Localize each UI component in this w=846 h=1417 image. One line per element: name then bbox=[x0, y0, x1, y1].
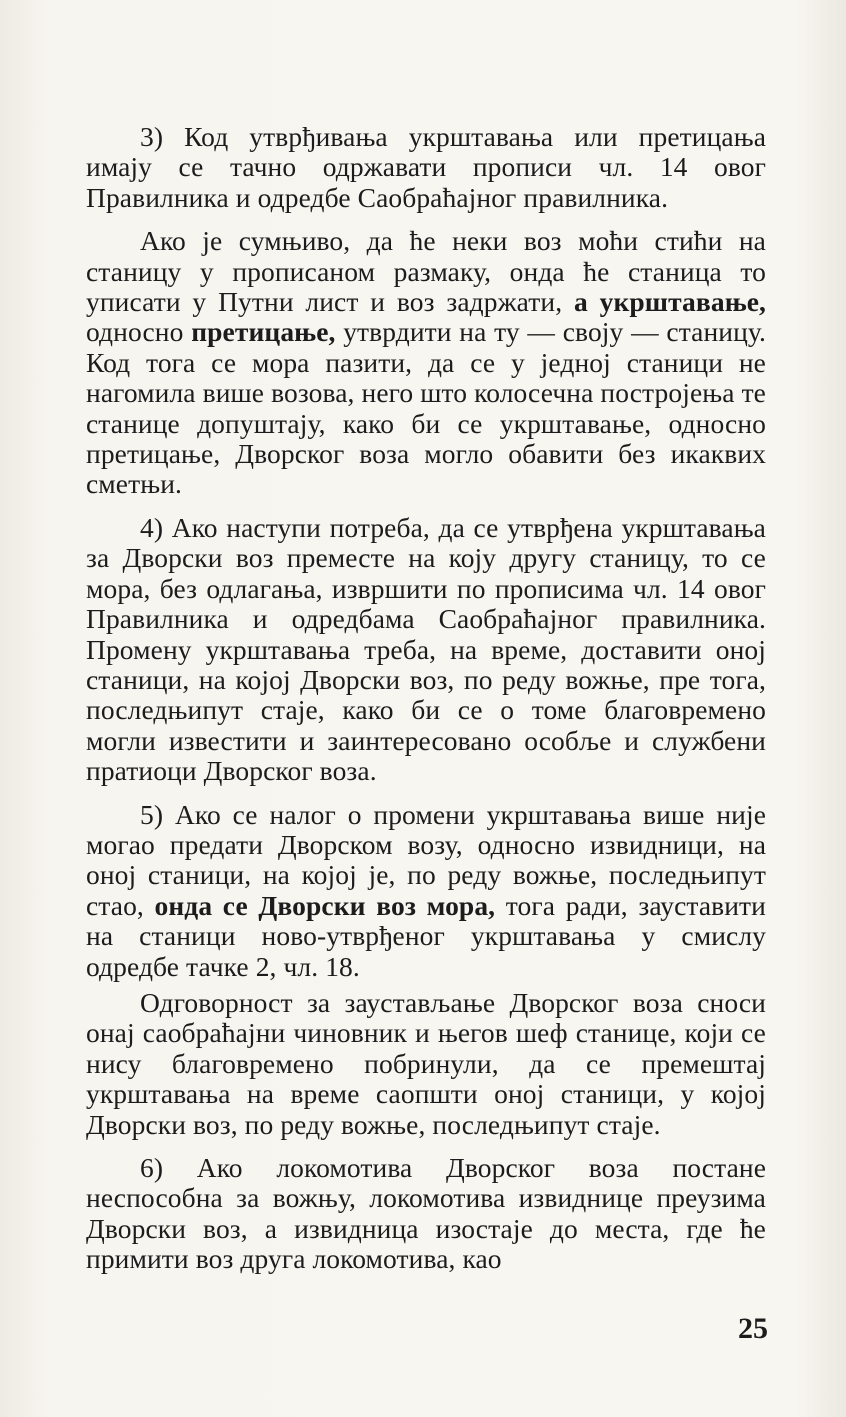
text-run: Одговорност за заустављање Дворског воза сноси онај саобраћајни чиновник и његов шеф станице, који се нису благовремено побринули, да се премештај укрштавања на време саопшти оној станици, у којој Дворски воз, по реду вожње, последњипут стаје. bbox=[86, 986, 766, 1140]
bold-text: онда се Дворски воз мора, bbox=[154, 889, 496, 921]
paragraph-p6 bbox=[86, 1153, 766, 1275]
text-run: 3) Код утврђивања укрштавања или претицања имају се тачно одржавати прописи чл. 14 овог Правилника и одредбе Саобраћајног правилника. bbox=[86, 121, 766, 213]
text-run: 4) Ако наступи потреба, да се утврђена укрштавања за Дворски воз преместе на коју другу станицу, то се мора, без одлагања, извршити по прописима чл. 14 овог Правилника и одредбама Саобраћајног правилника. Промену укрштавања треба, на време, доставити оној станици, на којој Дворски воз, по реду вожње, пре тога, последњипут стаје, како би се о томе благовремено могли известити и заинтересовано особље и службени пратиоци Дворског воза. bbox=[86, 511, 766, 787]
paragraph-p5 bbox=[86, 800, 766, 982]
bold-text: претицање, bbox=[191, 316, 336, 348]
text-run: утврдити на ту — своју — станицу. Код тога се мора пазити, да се у једној станици не нагомила више возова, него што колосечна постројења те станице допуштају, како би се укрштавање, односно претицање, Дворског воза могло обавити без икаквих сметњи. bbox=[86, 316, 766, 500]
bold-text: а укрштавање, bbox=[573, 286, 766, 318]
page-number: 25 bbox=[738, 1312, 768, 1345]
text-run: 6) Ако локомотива Дворског воза постане неспособна за вожњу, локомотива извиднице преузима Дворски воз, а извидница изостаје до места, где ће примити воз друга локомотива, као bbox=[86, 1152, 766, 1275]
text-run: 5) Ако се налог о промени укрштавања више није могао предати Дворском возу, односно извидници, на оној станици, на којој је, по реду вожње, последњипут стао, bbox=[86, 798, 766, 921]
paragraph-p3b bbox=[86, 226, 766, 500]
page-body-text bbox=[86, 122, 766, 1288]
text-run: тога ради, зауставити на станици ново-утврђеног укрштавања у смислу одредбе тачке 2, чл. 18. bbox=[86, 889, 766, 982]
paragraph-p5b bbox=[86, 988, 766, 1140]
text-run: односно bbox=[86, 316, 192, 348]
paragraph-p4 bbox=[86, 513, 766, 787]
text-run: Ако је сумњиво, да ће неки воз моћи стићи на станицу у прописаном размаку, онда ће станица то уписати у Путни лист и воз задржати, bbox=[86, 225, 766, 318]
paragraph-p3 bbox=[86, 122, 766, 213]
